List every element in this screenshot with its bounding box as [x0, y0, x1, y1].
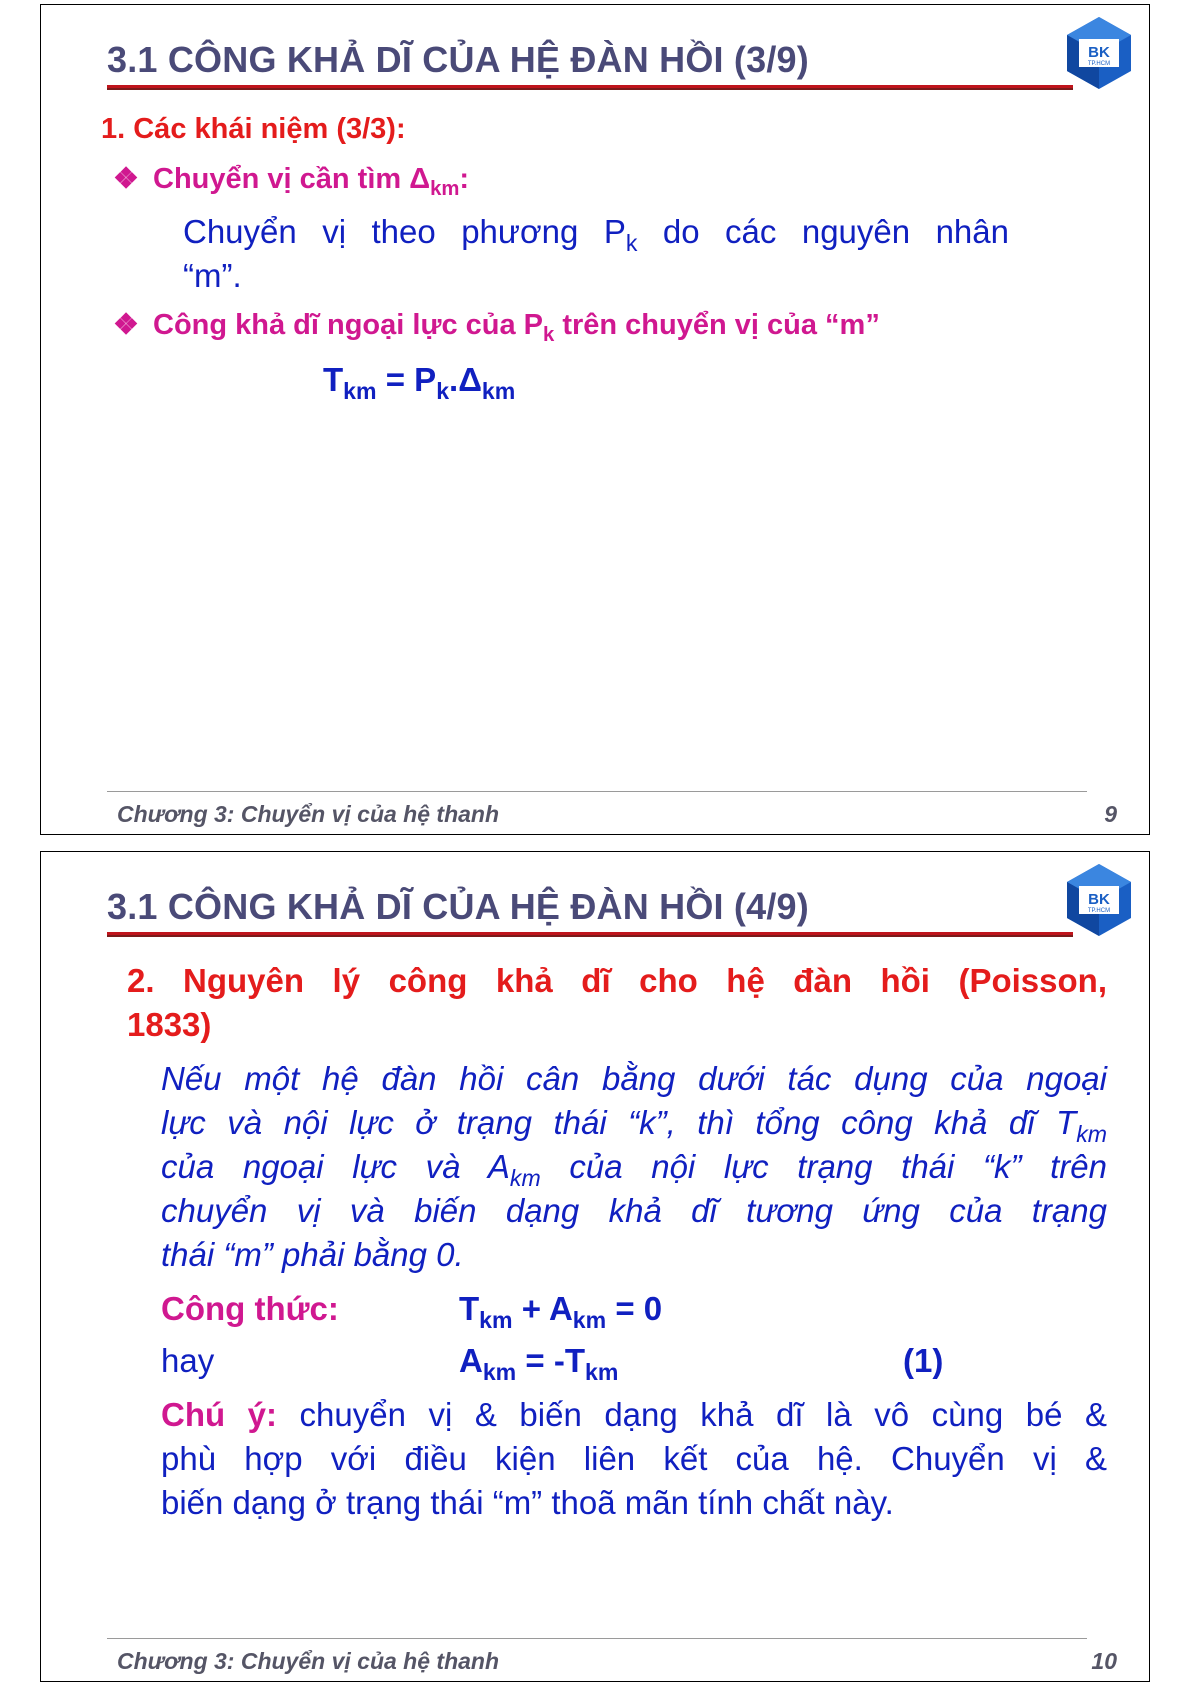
formula-label: Công thức:: [161, 1290, 339, 1327]
slide-title: 3.1 CÔNG KHẢ DĨ CỦA HỆ ĐÀN HỒI (4/9): [107, 886, 809, 927]
note-line3: biến dạng ở trạng thái “m” thoã mãn tính chất này.: [161, 1484, 894, 1521]
page-number: 10: [1091, 1648, 1117, 1674]
footer-rule: [107, 791, 1087, 792]
slide-10: [40, 851, 1150, 1682]
formula-akm: $A_{km} = -T_{km}$: [459, 1342, 619, 1386]
slide-9: [40, 4, 1150, 835]
bullet-displacement: ❖ Chuyển vị cần tìm $\Delta_{km}$:: [113, 163, 470, 201]
title-underline: [107, 932, 1073, 938]
title-underline: [107, 85, 1073, 91]
definition-line2: “m”.: [183, 257, 242, 294]
page-number: 9: [1104, 801, 1117, 827]
hay-label: hay: [161, 1342, 215, 1379]
bk-logo-icon: [1061, 15, 1137, 91]
definition-line1: Chuyển vị theo phương $P_k$ do các nguyên nhân: [183, 213, 1009, 257]
logo-subtext: TP.HCM: [1087, 61, 1111, 67]
bk-logo-icon: [1061, 862, 1137, 938]
principle-heading-line1: 2. Nguyên lý công khả dĩ cho hệ đàn hồi (Poisson,: [127, 962, 1107, 999]
logo-subtext: TP.HCM: [1087, 908, 1111, 914]
principle-heading-line2: 1833): [127, 1006, 212, 1043]
principle-line4: chuyển vị và biến dạng khả dĩ tương ứng của trạng: [161, 1192, 1107, 1229]
bullet-virtual-work: ❖ Công khả dĩ ngoại lực của $P_k$ trên chuyển vị của “m”: [113, 309, 880, 347]
equation-number: (1): [903, 1342, 944, 1379]
slide-title: 3.1 CÔNG KHẢ DĨ CỦA HỆ ĐÀN HỒI (3/9): [107, 39, 809, 80]
formula-tkm: $T_{km} = P_k.\Delta_{km}$: [323, 361, 516, 405]
principle-line3: của ngoại lực và $A_{km}$ của nội lực trạng thái “k” trên: [161, 1148, 1107, 1192]
footer-chapter: Chương 3: Chuyển vị của hệ thanh: [117, 1648, 500, 1674]
diamond-bullet-icon: ❖: [113, 163, 139, 195]
footer-chapter: Chương 3: Chuyển vị của hệ thanh: [117, 801, 500, 827]
section-heading: 1. Các khái niệm (3/3):: [101, 113, 406, 145]
logo-text: BK: [1088, 891, 1110, 908]
note-line1: Chú ý: chuyển vị & biến dạng khả dĩ là vô cùng bé &: [161, 1396, 1107, 1433]
principle-line1: Nếu một hệ đàn hồi cân bằng dưới tác dụng của ngoại: [161, 1060, 1107, 1097]
principle-line5: thái “m” phải bằng 0.: [161, 1236, 464, 1273]
footer-rule: [107, 1638, 1087, 1639]
diamond-bullet-icon: ❖: [113, 309, 139, 341]
formula-equilibrium: $T_{km} + A_{km} = 0$: [459, 1290, 663, 1334]
principle-line2: lực và nội lực ở trạng thái “k”, thì tổng công khả dĩ $T_{km}$: [161, 1104, 1107, 1148]
logo-text: BK: [1088, 44, 1110, 61]
note-line2: phù hợp với điều kiện liên kết của hệ. Chuyển vị &: [161, 1440, 1107, 1477]
